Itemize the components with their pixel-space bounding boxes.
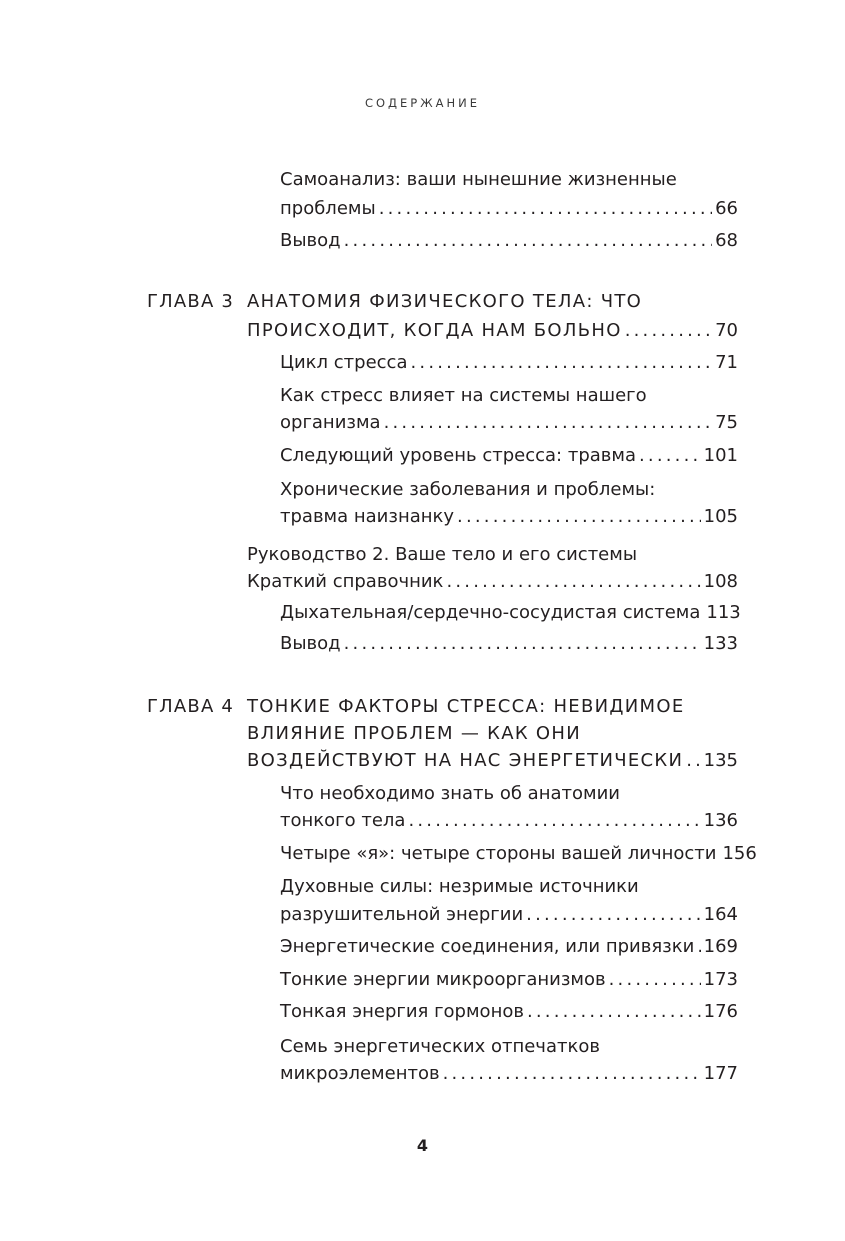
toc-entry-title: организма — [280, 412, 381, 433]
dot-leader — [410, 350, 712, 376]
page-number: 4 — [416, 1136, 429, 1155]
toc-entry — [280, 631, 738, 657]
toc-entry-title: микроэлементов — [280, 1063, 440, 1084]
toc-entry-title: Энергетические соединения, или привязки — [280, 936, 695, 957]
dot-leader — [625, 318, 712, 344]
chapter-title-line: ВЛИЯНИЕ ПРОБЛЕМ — КАК ОНИ — [247, 723, 581, 744]
toc-entry-line: Хронические заболевания и проблемы: — [280, 479, 656, 500]
toc-entry-title: травма наизнанку — [280, 506, 455, 527]
toc-page-number: 173 — [703, 969, 738, 990]
toc-page-number: 176 — [703, 1001, 738, 1022]
toc-page-number: 66 — [715, 198, 738, 219]
toc-entry — [280, 841, 757, 867]
toc-entry-line: Как стресс влияет на системы нашего — [280, 385, 647, 406]
toc-entry — [280, 196, 738, 222]
toc-page-number: 133 — [703, 633, 738, 654]
toc-page-number: 136 — [703, 810, 738, 831]
toc-entry-title: Вывод — [280, 633, 341, 654]
running-head: СОДЕРЖАНИЕ — [364, 96, 481, 110]
toc-entry-title: Тонкие энергии микроорганизмов — [280, 969, 606, 990]
toc-entry-title: Краткий справочник — [247, 571, 444, 592]
dot-leader — [609, 967, 701, 993]
toc-entry-title: разрушительной энергии — [280, 904, 524, 925]
toc-entry — [280, 902, 738, 928]
toc-page-number: 105 — [703, 506, 738, 527]
toc-entry — [280, 999, 738, 1025]
chapter-title-line: ВОЗДЕЙСТВУЮТ НА НАС ЭНЕРГЕТИЧЕСКИ — [247, 750, 684, 771]
toc-entry — [280, 1061, 738, 1087]
toc-page-number: 71 — [715, 352, 738, 373]
dot-leader — [344, 228, 712, 254]
toc-entry — [280, 350, 738, 376]
chapter-title-entry — [247, 748, 738, 774]
toc-entry — [280, 228, 738, 254]
chapter-label: ГЛАВА 4 — [147, 696, 235, 717]
guide-title-line: Руководство 2. Ваше тело и его системы — [247, 544, 638, 565]
dot-leader — [527, 999, 701, 1025]
dot-leader — [443, 1061, 701, 1087]
toc-entry — [280, 443, 738, 469]
toc-entry — [247, 569, 738, 595]
toc-page-number: 156 — [722, 843, 757, 864]
toc-page-number: 108 — [703, 571, 738, 592]
chapter-title-line: ТОНКИЕ ФАКТОРЫ СТРЕССА: НЕВИДИМОЕ — [247, 696, 685, 717]
dot-leader — [686, 748, 700, 774]
toc-entry-title: проблемы — [280, 198, 376, 219]
toc-entry-title: Следующий уровень стресса: травма — [280, 445, 636, 466]
dot-leader — [379, 196, 712, 222]
dot-leader — [639, 443, 701, 469]
chapter-label: ГЛАВА 3 — [147, 291, 235, 312]
toc-page-number: 164 — [703, 904, 738, 925]
toc-entry-line: Семь энергетических отпечатков — [280, 1036, 600, 1057]
toc-page-number: 113 — [706, 602, 741, 623]
toc-entry-title: Вывод — [280, 230, 341, 251]
toc-entry — [280, 410, 738, 436]
toc-entry — [280, 600, 741, 626]
dot-leader — [526, 902, 700, 928]
dot-leader — [344, 631, 701, 657]
toc-entry-title: Тонкая энергия гормонов — [280, 1001, 524, 1022]
toc-page-number: 177 — [703, 1063, 738, 1084]
toc-entry — [280, 967, 738, 993]
toc-entry-line: Духовные силы: незримые источники — [280, 876, 639, 897]
toc-entry-title: Дыхательная/сердечно-сосудистая система — [280, 602, 701, 623]
toc-entry-line: Что необходимо знать об анатомии — [280, 783, 620, 804]
toc-entry — [280, 504, 738, 530]
chapter-title-line: ПРОИСХОДИТ, КОГДА НАМ БОЛЬНО — [247, 320, 622, 341]
dot-leader — [697, 934, 700, 960]
toc-page-number: 169 — [703, 936, 738, 957]
toc-entry-line: Самоанализ: ваши нынешние жизненные — [280, 169, 677, 190]
dot-leader — [408, 808, 700, 834]
dot-leader — [384, 410, 713, 436]
toc-entry — [280, 808, 738, 834]
dot-leader — [457, 504, 701, 530]
toc-entry-title: Четыре «я»: четыре стороны вашей личности — [280, 843, 717, 864]
toc-entry-title: тонкого тела — [280, 810, 406, 831]
toc-entry — [280, 934, 738, 960]
toc-page-number: 68 — [715, 230, 738, 251]
toc-entry-title: Цикл стресса — [280, 352, 408, 373]
dot-leader — [446, 569, 700, 595]
toc-page-number: 75 — [715, 412, 738, 433]
toc-page-number: 70 — [715, 320, 738, 341]
toc-page-number: 101 — [703, 445, 738, 466]
chapter-title-entry — [247, 318, 738, 344]
toc-page-number: 135 — [703, 750, 738, 771]
chapter-title-line: АНАТОМИЯ ФИЗИЧЕСКОГО ТЕЛА: ЧТО — [247, 291, 643, 312]
